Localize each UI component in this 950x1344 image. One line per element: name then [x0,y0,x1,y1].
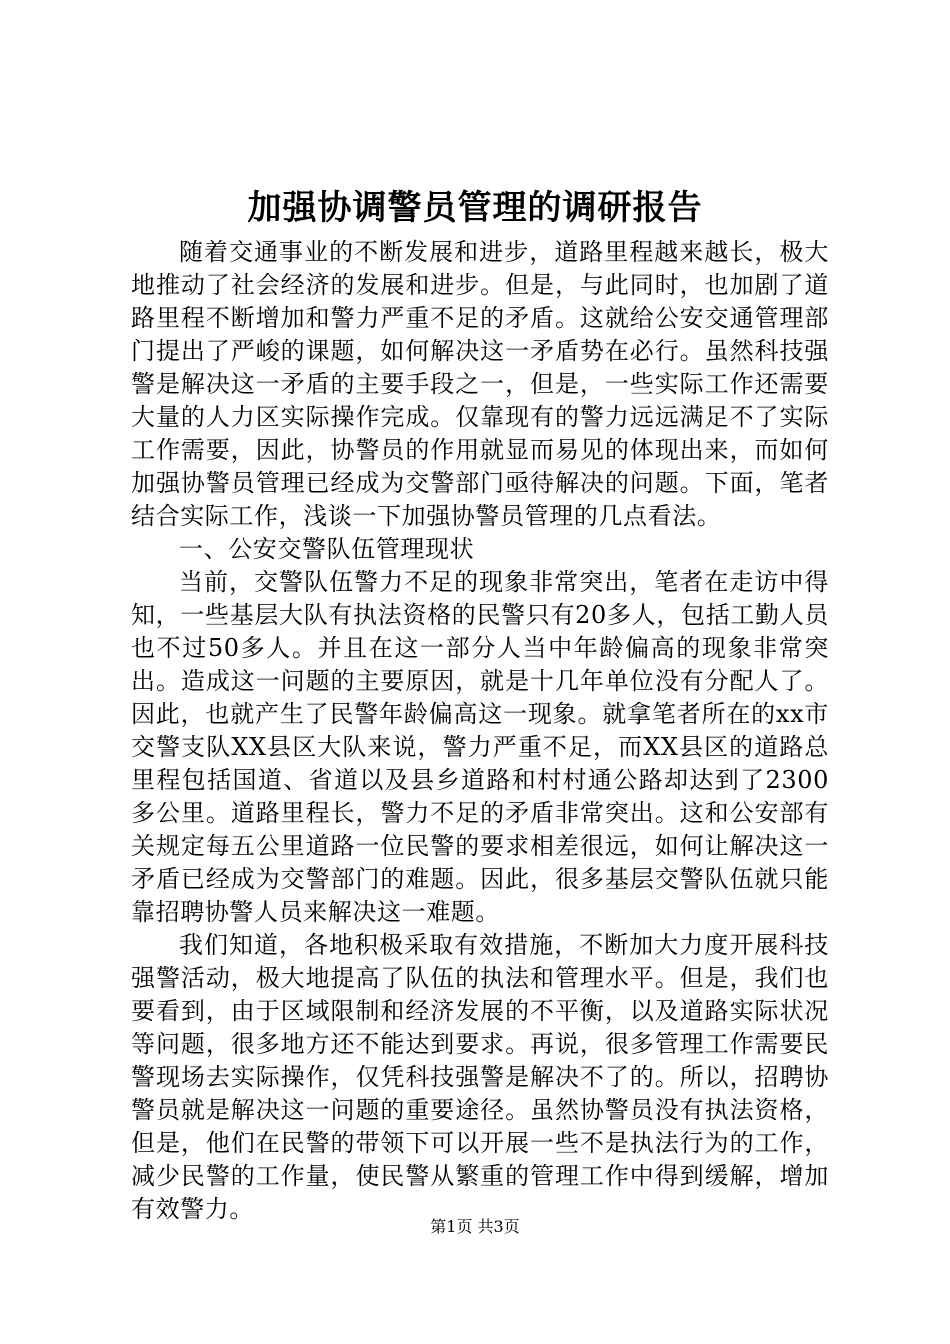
document-body [131,236,829,1226]
paragraph-intro: 随着交通事业的不断发展和进步，道路里程越来越长，极大地推动了社会经济的发展和进步。但是，与此同时，也加剧了道路里程不断增加和警力严重不足的矛盾。这就给公安交通管理部门提出了严峻的课题，如何解决这一矛盾势在必行。虽然科技强警是解决这一矛盾的主要手段之一，但是，一些实际工作还需要大量的人力区实际操作完成。仅靠现有的警力远远满足不了实际工作需要，因此，协警员的作用就显而易见的体现出来，而如何加强协警员管理已经成为交警部门亟待解决的问题。下面，笔者结合实际工作，浅谈一下加强协警员管理的几点看法。 [131,238,829,530]
section-heading: 一、公安交警队伍管理现状 [179,535,475,563]
paragraph-tech-policing: 我们知道，各地积极采取有效措施，不断加大力度开展科技强警活动，极大地提高了队伍的执法和管理水平。但是，我们也要看到，由于区域限制和经济发展的不平衡，以及道路实际状况等问题，很多地方还不能达到要求。再说，很多管理工作需要民警现场去实际操作，仅凭科技强警是解决不了的。所以，招聘协警员就是解决这一问题的重要途径。虽然协警员没有执法资格，但是，他们在民警的带领下可以开展一些不是执法行为的工作，减少民警的工作量，使民警从繁重的管理工作中得到缓解，增加有效警力。 [131,931,829,1223]
page-footer: 第1页 共3页 [430,1217,520,1236]
document-title: 加强协调警员管理的调研报告 [247,188,703,228]
paragraph-current-status: 当前，交警队伍警力不足的现象非常突出，笔者在走访中得知，一些基层大队有执法资格的民警只有20多人，包括工勤人员也不过50多人。并且在这一部分人当中年龄偏高的现象非常突出。造成这一问题的主要原因，就是十几年单位没有分配人了。因此，也就产生了民警年龄偏高这一现象。就拿笔者所在的xx市交警支队XX县区大队来说，警力严重不足，而XX县区的道路总里程包括国道、省道以及县乡道路和村村通公路却达到了2300多公里。道路里程长，警力不足的矛盾非常突出。这和公安部有关规定每五公里道路一位民警的要求相差很远，如何让解决这一矛盾已经成为交警部门的难题。因此，很多基层交警队伍就只能靠招聘协警人员来解决这一难题。 [131,568,829,926]
